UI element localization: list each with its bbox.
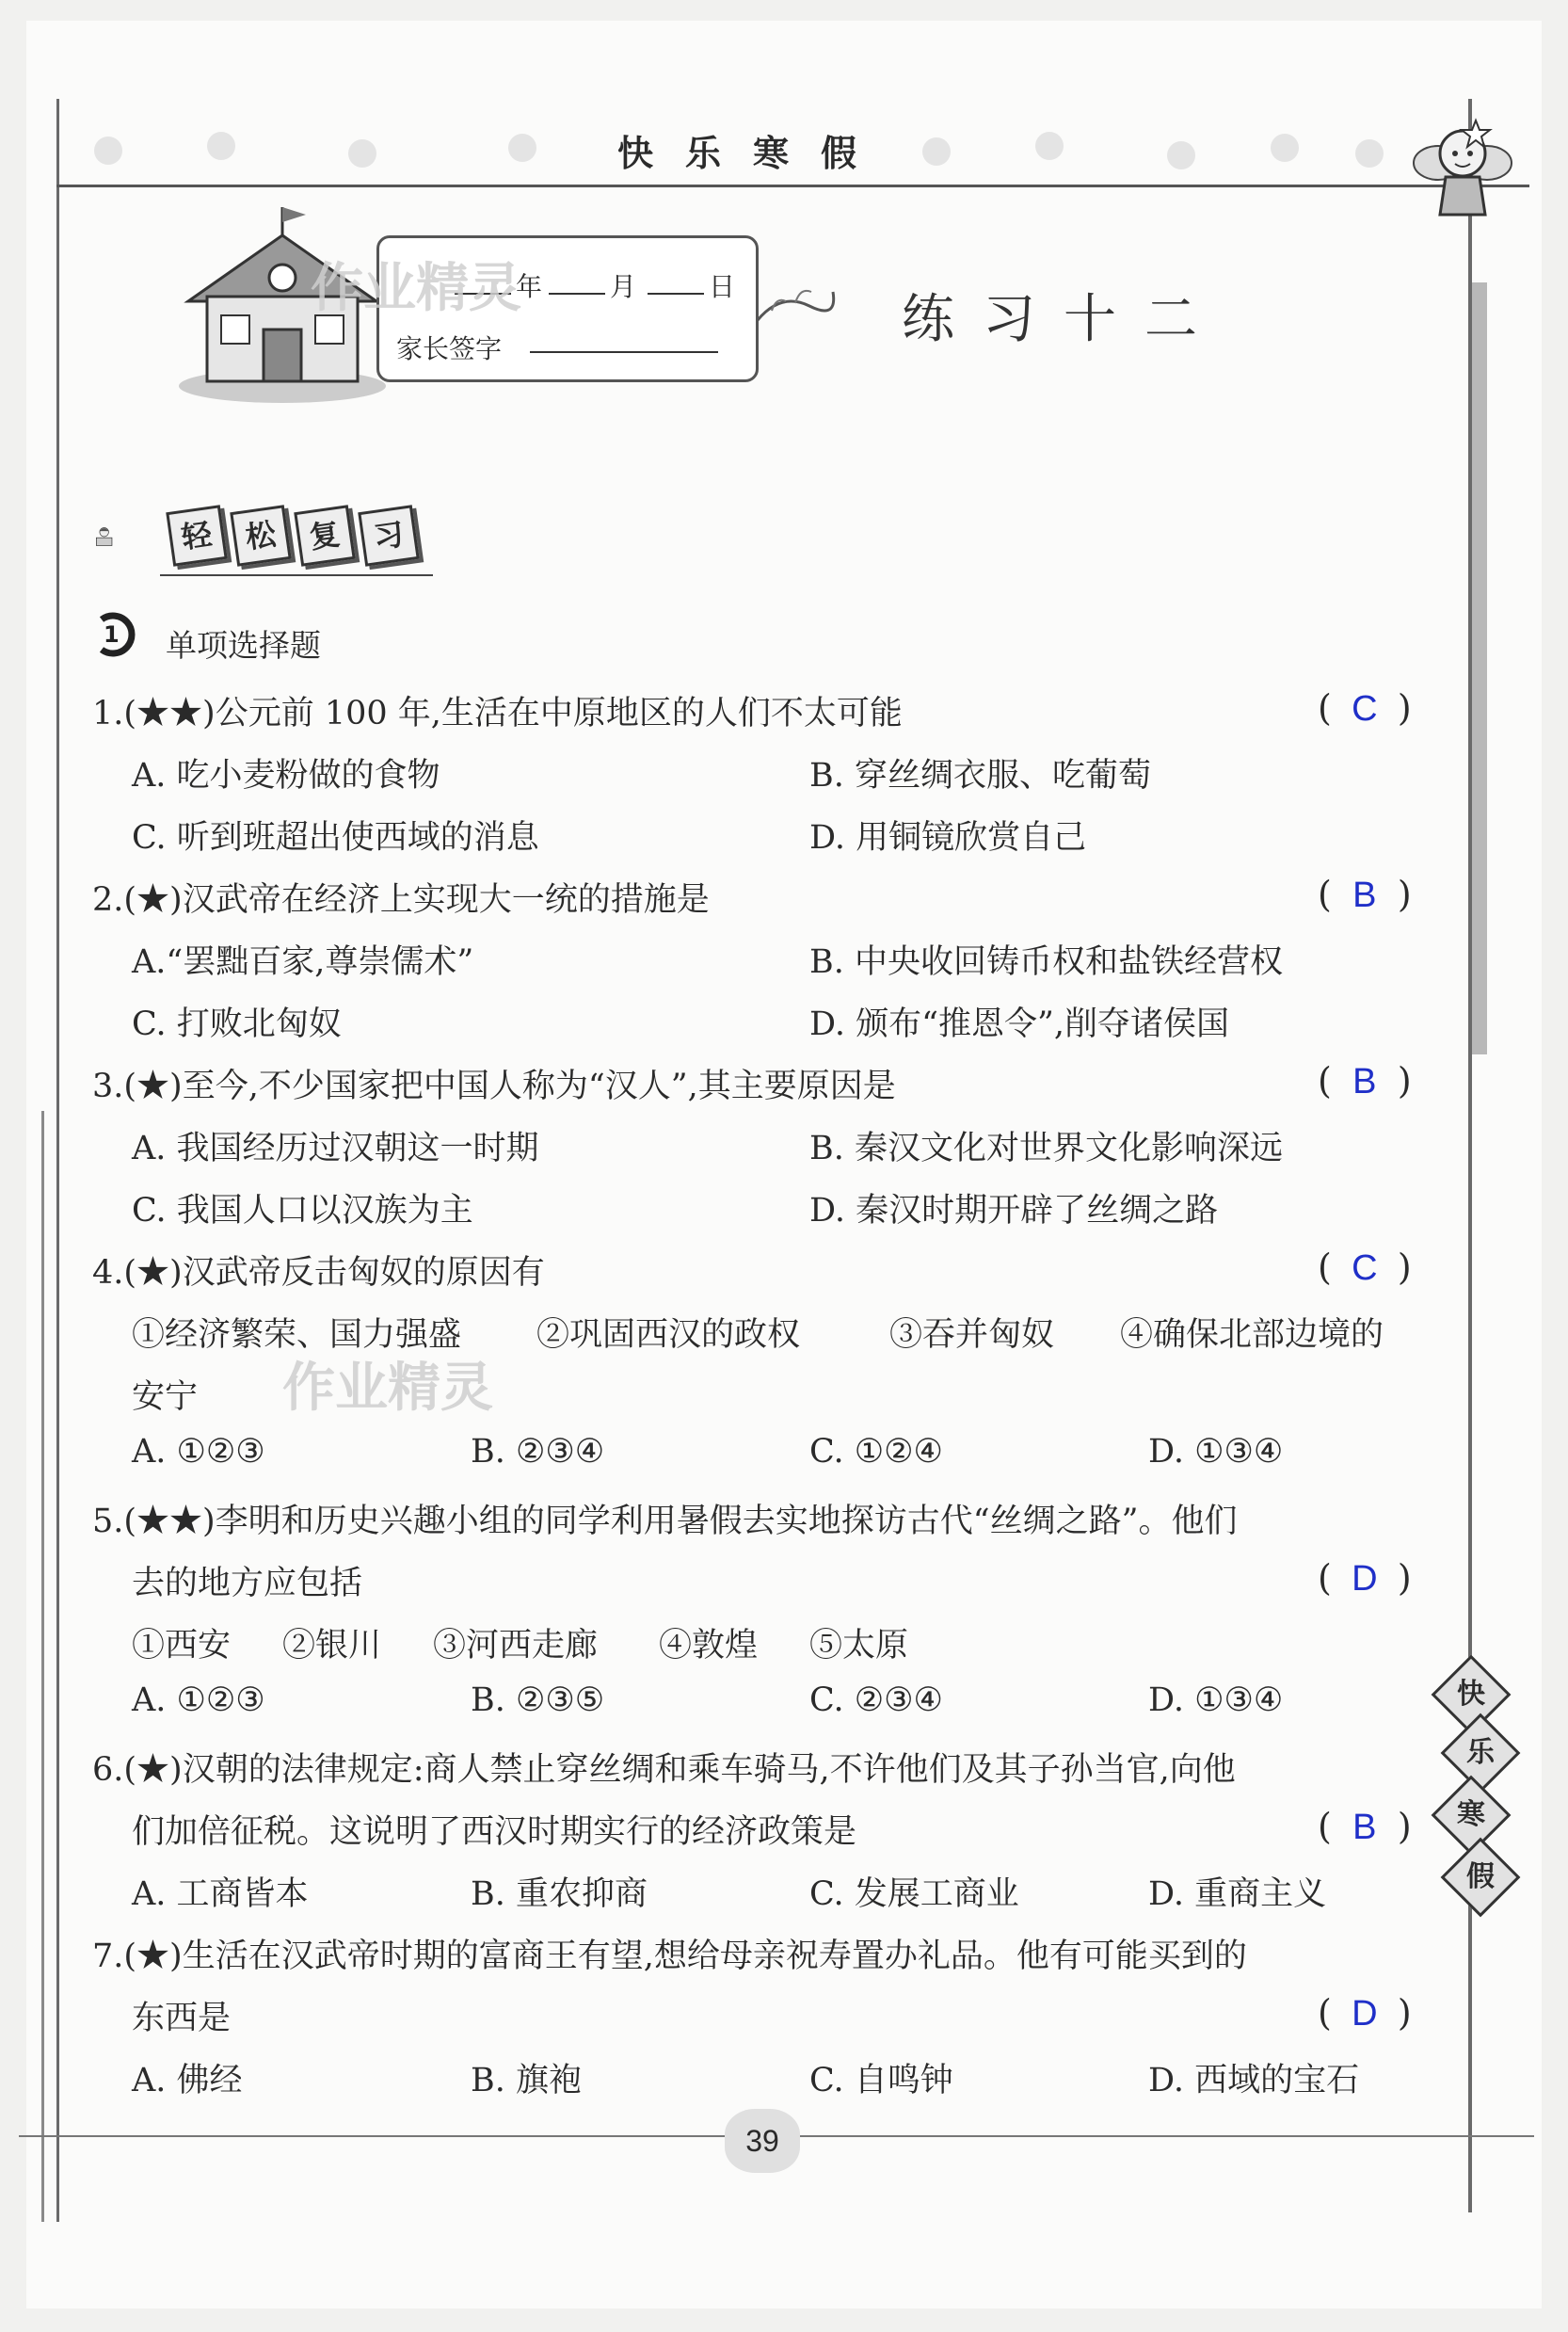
question-4-option-b: B. ②③④ <box>471 1433 605 1471</box>
question-4-item-cont: 安宁 <box>132 1378 199 1416</box>
question-4-option-c: C. ①②④ <box>809 1433 943 1471</box>
question-6-answer: ( B ) <box>1318 1806 1412 1847</box>
frame-left-line <box>56 99 59 2222</box>
question-1-option-d: D. 用铜镜欣赏自己 <box>809 819 1087 857</box>
question-4-option-a: A. ①②③ <box>132 1433 265 1471</box>
watermark-top: 作业精灵 <box>311 258 521 319</box>
month-blank[interactable] <box>549 266 605 295</box>
question-7-option-a: A. 佛经 <box>132 2062 243 2099</box>
question-7-stem-cont: 东西是 <box>132 2000 232 2037</box>
question-7-option-b: B. 旗袍 <box>471 2062 582 2099</box>
review-char-3: 复 <box>294 505 356 567</box>
review-underline <box>160 574 433 576</box>
review-char-4: 习 <box>358 505 420 567</box>
fairy-mascot-icon <box>1410 111 1513 224</box>
question-6-option-c: C. 发展工商业 <box>809 1875 1019 1913</box>
question-1-option-a: A. 吃小麦粉做的食物 <box>132 757 440 795</box>
question-3-option-d: D. 秦汉时期开辟了丝绸之路 <box>809 1192 1219 1230</box>
question-4-item-4: ④确保北部边境的 <box>1120 1316 1384 1354</box>
side-tabs <box>1435 1666 1511 1921</box>
header-rule <box>56 185 1529 187</box>
question-2-option-a: A.“罢黜百家,尊崇儒术” <box>132 943 474 981</box>
question-5-stem-cont: 去的地方应包括 <box>132 1565 363 1602</box>
question-1-stem: 1.(★★)公元前 100 年,生活在中原地区的人们不太可能 <box>92 695 903 732</box>
question-5-option-a: A. ①②③ <box>132 1681 265 1719</box>
parent-signature-blank[interactable] <box>530 351 718 353</box>
question-5-item-2: ②银川 <box>282 1627 382 1665</box>
question-2-stem: 2.(★)汉武帝在经济上实现大一统的措施是 <box>92 881 710 919</box>
question-5-item-1: ①西安 <box>132 1627 232 1665</box>
question-7-stem: 7.(★)生活在汉武帝时期的富商王有望,想给母亲祝寿置办礼品。他有可能买到的 <box>92 1938 1247 1975</box>
page-number: 39 <box>725 2109 800 2173</box>
question-2-option-d: D. 颁布“推恩令”,削夺诸侯国 <box>809 1005 1229 1043</box>
question-4-item-2: ②巩固西汉的政权 <box>536 1316 801 1354</box>
question-4-item-3: ③吞并匈奴 <box>889 1316 1055 1354</box>
question-7-option-d: D. 西域的宝石 <box>1148 2062 1360 2099</box>
question-1-option-b: B. 穿丝绸衣服、吃葡萄 <box>809 757 1151 795</box>
question-5-option-c: C. ②③④ <box>809 1681 943 1719</box>
question-5-option-b: B. ②③⑤ <box>471 1681 605 1719</box>
question-4-option-d: D. ①③④ <box>1148 1433 1284 1471</box>
question-6-stem-cont: 们加倍征税。这说明了西汉时期实行的经济政策是 <box>132 1813 857 1851</box>
question-5-item-5: ⑤太原 <box>809 1627 909 1665</box>
question-2-option-c: C. 打败北匈奴 <box>132 1005 342 1043</box>
side-tab-3: 寒 <box>1432 1776 1512 1856</box>
question-4-stem: 4.(★)汉武帝反击匈奴的原因有 <box>92 1254 545 1292</box>
watermark-middle: 作业精灵 <box>282 1358 493 1419</box>
reading-boy-icon <box>94 490 179 584</box>
side-tab-2: 乐 <box>1441 1713 1521 1793</box>
review-char-2: 松 <box>230 505 292 567</box>
question-6-stem: 6.(★)汉朝的法律规定:商人禁止穿丝绸和乘车骑马,不许他们及其子孙当官,向他 <box>92 1751 1236 1789</box>
frame-right-shade <box>1472 282 1487 1054</box>
question-4-answer: ( C ) <box>1318 1246 1412 1288</box>
question-5-stem: 5.(★★)李明和历史兴趣小组的同学利用暑假去实地探访古代“丝绸之路”。他们 <box>92 1503 1238 1540</box>
practice-title: 练习十二 <box>902 289 1225 350</box>
question-2-answer: ( B ) <box>1318 874 1412 915</box>
question-5-answer: ( D ) <box>1318 1557 1412 1599</box>
question-3-stem: 3.(★)至今,不少国家把中国人称为“汉人”,其主要原因是 <box>92 1068 896 1105</box>
parent-signature-label: 家长签字 <box>396 333 503 364</box>
vine-decoration-icon <box>753 264 838 348</box>
question-5-item-4: ④敦煌 <box>659 1627 759 1665</box>
question-3-option-b: B. 秦汉文化对世界文化影响深远 <box>809 1130 1283 1167</box>
svg-text:1: 1 <box>104 621 120 648</box>
year-label: 年 <box>516 271 543 302</box>
question-2-option-b: B. 中央收回铸币权和盐铁经营权 <box>809 943 1283 981</box>
question-6-option-b: B. 重农抑商 <box>471 1875 648 1913</box>
header-title: 快乐寒假 <box>616 133 888 174</box>
question-1-answer: ( C ) <box>1318 687 1412 729</box>
question-7-answer: ( D ) <box>1318 1992 1412 2034</box>
section-number-icon <box>92 612 137 657</box>
month-label: 月 <box>610 271 637 302</box>
frame-left-line-inner <box>41 1111 44 2222</box>
section-title: 单项选择题 <box>166 627 321 664</box>
question-5-option-d: D. ①③④ <box>1148 1681 1284 1719</box>
question-3-option-a: A. 我国经历过汉朝这一时期 <box>132 1130 539 1167</box>
review-char-1: 轻 <box>166 505 228 567</box>
question-3-answer: ( B ) <box>1318 1060 1412 1102</box>
question-5-item-3: ③河西走廊 <box>433 1627 599 1665</box>
question-3-option-c: C. 我国人口以汉族为主 <box>132 1192 473 1230</box>
side-tab-1: 快 <box>1432 1655 1512 1735</box>
question-6-option-a: A. 工商皆本 <box>132 1875 309 1913</box>
question-7-option-c: C. 自鸣钟 <box>809 2062 953 2099</box>
day-label: 日 <box>709 271 736 302</box>
day-blank[interactable] <box>648 266 704 295</box>
side-tab-4: 假 <box>1441 1838 1521 1918</box>
question-1-option-c: C. 听到班超出使西域的消息 <box>132 819 539 857</box>
question-6-option-d: D. 重商主义 <box>1148 1875 1327 1913</box>
question-4-item-1: ①经济繁荣、国力强盛 <box>132 1316 462 1354</box>
